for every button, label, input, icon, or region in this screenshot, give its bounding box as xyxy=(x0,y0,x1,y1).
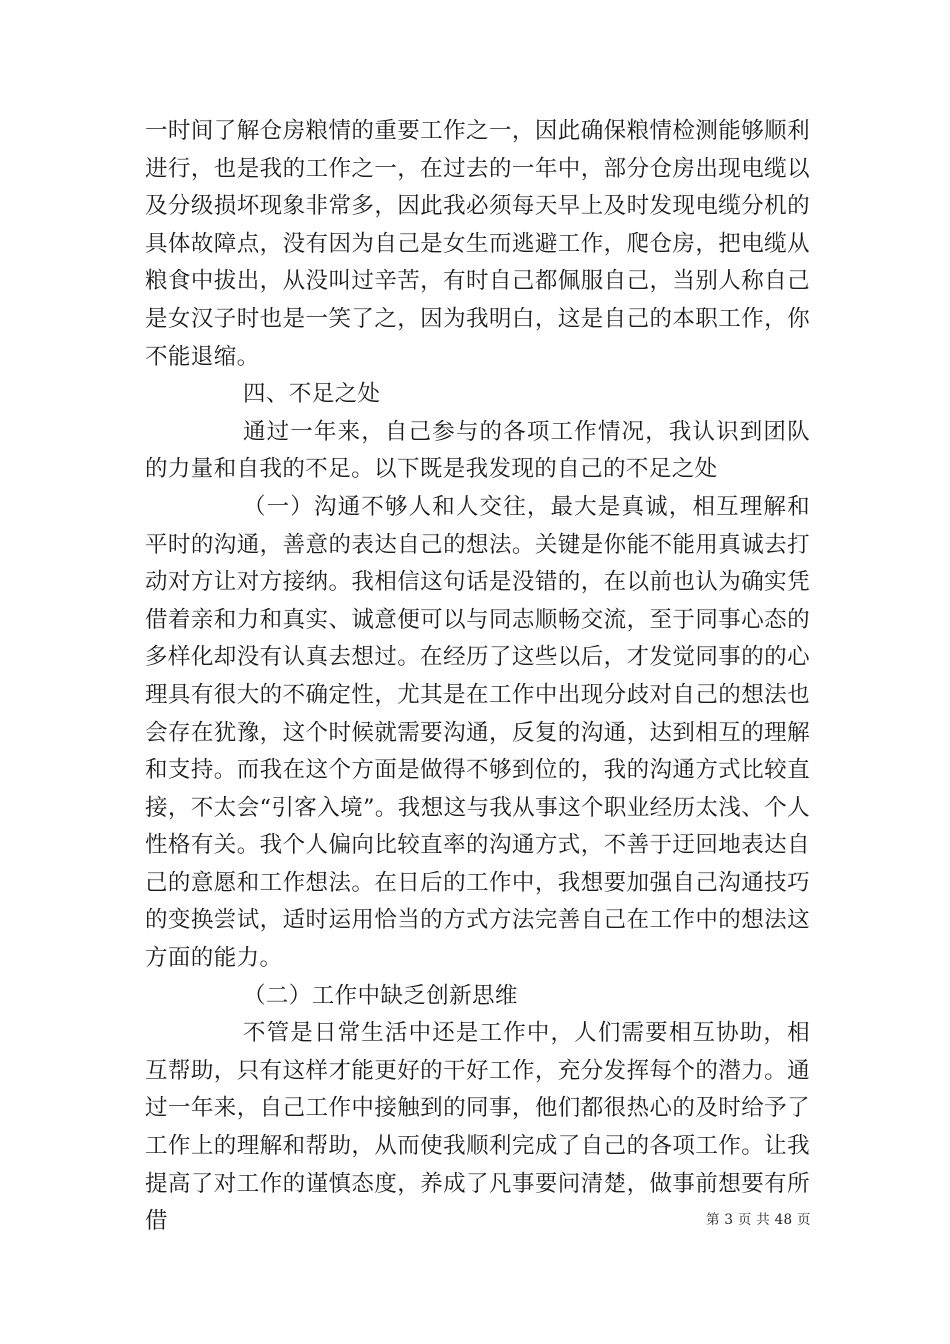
paragraph-continuation: 一时间了解仓房粮情的重要工作之一，因此确保粮情检测能够顺利进行，也是我的工作之一，在过去的一年中，部分仓房出现电缆以及分级损坏现象非常多，因此我必须每天早上及时发现电缆分机的具体故障点，没有因为自己是女生而逃避工作，爬仓房，把电缆从粮食中拔出，从没叫过辛苦，有时自己都佩服自己，当别人称自己是女汉子时也是一笑了之，因为我明白，这是自己的本职工作，你不能退缩。 xyxy=(145,118,810,370)
subheading-innovation: （二）工作中缺乏创新思维 xyxy=(243,982,518,1009)
document-body xyxy=(145,113,810,1241)
paragraph-communication: （一）沟通不够人和人交往，最大是真诚，相互理解和平时的沟通，善意的表达自己的想法。关键是你能不能用真诚去打动对方让对方接纳。我相信这句话是没错的，在以前也认为确实凭借着亲和力和真实、诚意便可以与同志顺畅交流，至于同事心态的多样化却没有认真去想过。在经历了这些以后，才发觉同事的的心理具有很大的不确定性，尤其是在工作中出现分歧对自己的想法也会存在犹豫，这个时候就需要沟通，反复的沟通，达到相互的理解和支持。而我在这个方面是做得不够到位的，我的沟通方式比较直接，不太会“引客入境”。我想这与我从事这个职业经历太浅、个人性格有关。我个人偏向比较直率的沟通方式，不善于迂回地表达自己的意愿和工作想法。在日后的工作中，我想要加强自己沟通技巧的变换尝试，适时运用恰当的方式方法完善自己在工作中的想法这方面的能力。 xyxy=(145,493,811,972)
page-number-footer: 第 3 页 共 48 页 xyxy=(706,1212,811,1228)
paragraph-cooperation: 不管是日常生活中还是工作中，人们需要相互协助，相互帮助，只有这样才能更好的干好工作，充分发挥每个的潜力。通过一年来，自己工作中接触到的同事，他们都很热心的及时给予了工作上的理解和帮助，从而使我顺利完成了自己的各项工作。让我提高了对工作的谨慎态度，养成了凡事要问清楚，做事前想要有所借 xyxy=(145,1020,810,1235)
section-heading-shortcomings: 四、不足之处 xyxy=(243,381,381,408)
paragraph-intro: 通过一年来，自己参与的各项工作情况，我认识到团队的力量和自我的不足。以下既是我发现的自己的不足之处 xyxy=(145,418,810,483)
